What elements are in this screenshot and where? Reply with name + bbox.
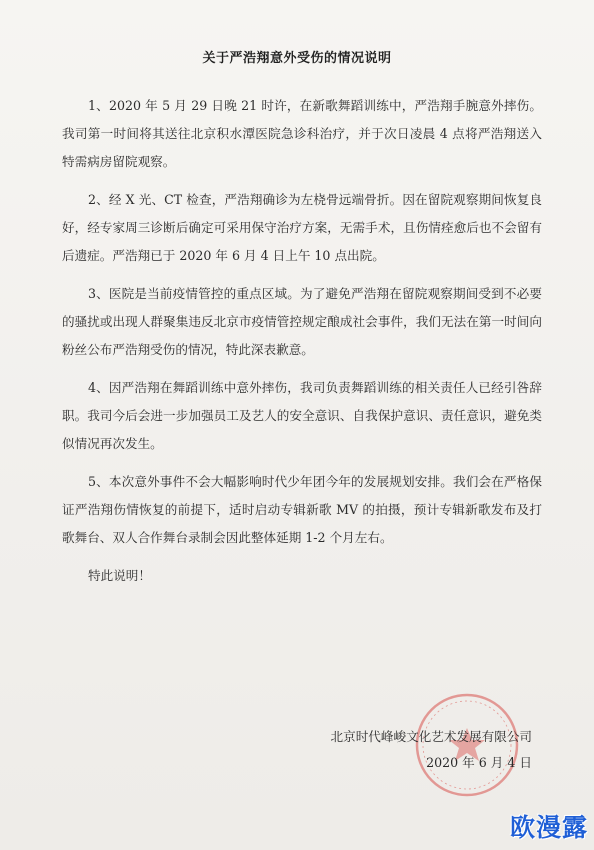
document-body — [62, 92, 542, 590]
company-seal-icon — [412, 690, 522, 800]
paragraph-2: 2、经 X 光、CT 检查，严浩翔确诊为左桡骨远端骨折。因在留院观察期间恢复良好，经专家周三诊断后确定可采用保守治疗方案，无需手术，且伤情痊愈后也不会留有后遗症。严浩翔已于 2020 年 6 月 4 日上午 10 点出院。 — [62, 192, 542, 263]
company-name: 北京时代峰峻文化艺术发展有限公司 — [330, 729, 532, 744]
signoff: 特此说明！ — [88, 568, 151, 583]
paragraph-3: 3、医院是当前疫情管控的重点区域。为了避免严浩翔在留院观察期间受到不必要的骚扰或出现人群聚集违反北京市疫情管控规定酿成社会事件，我们无法在第一时间向粉丝公布严浩翔受伤的情况，特此深表歉意。 — [62, 286, 542, 357]
watermark-logo: 欧漫露 — [509, 813, 588, 842]
document-title: 关于严浩翔意外受伤的情况说明 — [202, 51, 392, 66]
paragraph-5: 5、本次意外事件不会大幅影响时代少年团今年的发展规划安排。我们会在严格保证严浩翔伤情恢复的前提下，适时启动专辑新歌 MV 的拍摄，预计专辑新歌发布及打歌舞台、双人合作舞台录制会因此整体延期 1-2 个月左右。 — [62, 474, 542, 545]
document-date: 2020 年 6 月 4 日 — [426, 755, 532, 770]
paragraph-1: 1、2020 年 5 月 29 日晚 21 时许，在新歌舞蹈训练中，严浩翔手腕意外摔伤。我司第一时间将其送往北京积水潭医院急诊科治疗，并于次日凌晨 4 点将严浩翔送入特需病房留院观察。 — [62, 98, 542, 169]
paragraph-4: 4、因严浩翔在舞蹈训练中意外摔伤，我司负责舞蹈训练的相关责任人已经引咎辞职。我司今后会进一步加强员工及艺人的安全意识、自我保护意识、责任意识，避免类似情况再次发生。 — [62, 380, 542, 451]
